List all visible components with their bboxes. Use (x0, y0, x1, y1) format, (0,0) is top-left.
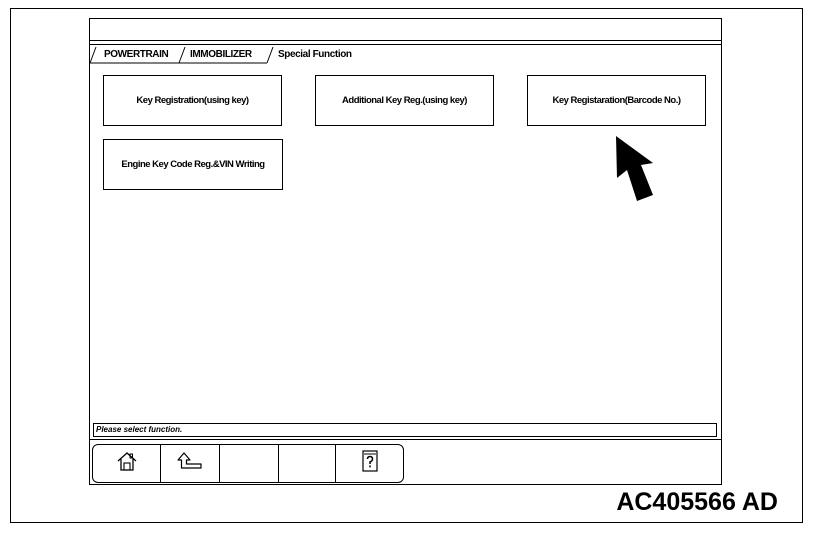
help-button[interactable] (335, 445, 403, 482)
back-button[interactable] (160, 445, 219, 482)
diagnostic-screen (89, 18, 722, 485)
toolbar-divider (90, 439, 721, 440)
help-icon (360, 449, 380, 478)
breadcrumb-special-function: Special Function (278, 49, 352, 60)
toolbar-slot-3[interactable] (219, 445, 278, 482)
toolbar-slot-4[interactable] (278, 445, 335, 482)
engine-key-code-vin-button[interactable]: Engine Key Code Reg.&VIN Writing (103, 139, 283, 190)
figure-id: AC405566 AD (616, 488, 778, 516)
home-button[interactable] (93, 445, 160, 482)
back-icon (177, 450, 203, 477)
breadcrumb-powertrain[interactable]: POWERTRAIN (104, 49, 169, 60)
home-icon (115, 449, 139, 478)
breadcrumb-separators (90, 45, 723, 65)
breadcrumb (90, 45, 721, 65)
key-registration-button[interactable]: Key Registration(using key) (103, 75, 282, 126)
title-strip (90, 19, 721, 41)
breadcrumb-immobilizer[interactable]: IMMOBILIZER (190, 49, 252, 60)
additional-key-registration-button[interactable]: Additional Key Reg.(using key) (315, 75, 494, 126)
status-bar: Please select function. (93, 423, 717, 437)
pointer-arrow-icon (598, 128, 662, 206)
toolbar (92, 444, 404, 483)
key-registration-barcode-button[interactable]: Key Registaration(Barcode No.) (527, 75, 706, 126)
